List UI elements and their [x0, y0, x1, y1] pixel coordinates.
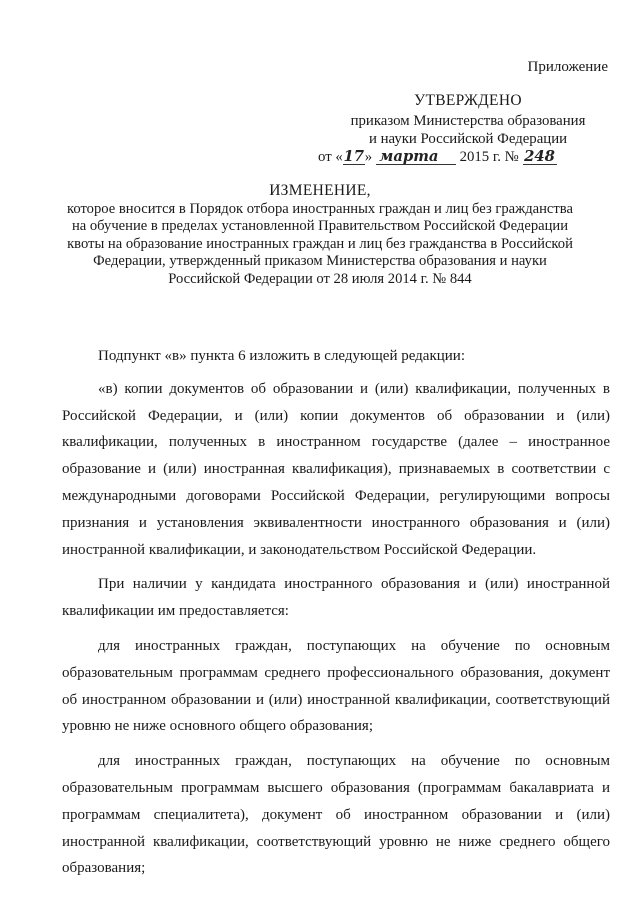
body-paragraph: При наличии у кандидата иностранного образования и (или) иностранной квалификации им предоставляется: [62, 576, 610, 620]
handwritten-day: 17 [343, 148, 365, 165]
title-line-3: квоты на образование иностранных граждан и лиц без гражданства в Российской [67, 235, 573, 252]
date-prefix: от « [318, 149, 343, 165]
amendment-title: ИЗМЕНЕНИЕ, [269, 182, 371, 199]
title-line-5: Российской Федерации от 28 июля 2014 г. № 844 [168, 270, 472, 287]
body-paragraph: для иностранных граждан, поступающих на обучение по основным образовательным программам среднего профессионального образования, документ об иностранном образовании и (или) иностранной квалификации, соответствующий уровню не ниже основного общего образования; [62, 637, 610, 735]
body-paragraph: для иностранных граждан, поступающих на обучение по основным образовательным программам высшего образования (программам бакалавриата и программам специалитета), документ об иностранном образовании и (или) иностранной квалификации, соответствующий уровню не ниже среднего общего образования; [62, 753, 610, 877]
title-line-4: Федерации, утвержденный приказом Министерства образования и науки [93, 253, 547, 269]
approval-block [318, 92, 618, 166]
title-line-1: которое вносится в Порядок отбора иностранных граждан и лиц без гражданства [67, 200, 573, 217]
body-paragraph: «в) копии документов об образовании и (или) квалификации, полученных в Российской Федерации, и (или) копии документов об образовании и (или) квалификации, полученных в иностранном государстве (далее – иностранное образование и (или) иностранная квалификация), признаваемых в соответствии с международными договорами Российской Федерации, регулирующими вопросы признания и установления эквивалентности иностранного образования и (или) иностранной квалификации, и законодательством Российской Федерации. [62, 380, 610, 558]
handwritten-month: марта [376, 150, 442, 165]
document-body [62, 343, 610, 890]
title-line-2: на обучение в пределах установленной Правительством Российской Федерации [71, 218, 569, 234]
appendix-label: Приложение [527, 59, 608, 75]
date-mid: » [364, 149, 373, 165]
amendment-title-block [40, 182, 600, 288]
approval-heading: УТВЕРЖДЕНО [414, 92, 522, 109]
date-year-number: 2015 г. № [459, 149, 519, 165]
approval-line-1: приказом Министерства образования [350, 113, 586, 129]
body-paragraph: Подпункт «в» пункта 6 изложить в следующей редакции: [98, 348, 466, 364]
approval-line-2: и науки Российской Федерации [368, 131, 568, 147]
approval-date-line [318, 148, 618, 166]
handwritten-number: 248 [524, 148, 555, 165]
